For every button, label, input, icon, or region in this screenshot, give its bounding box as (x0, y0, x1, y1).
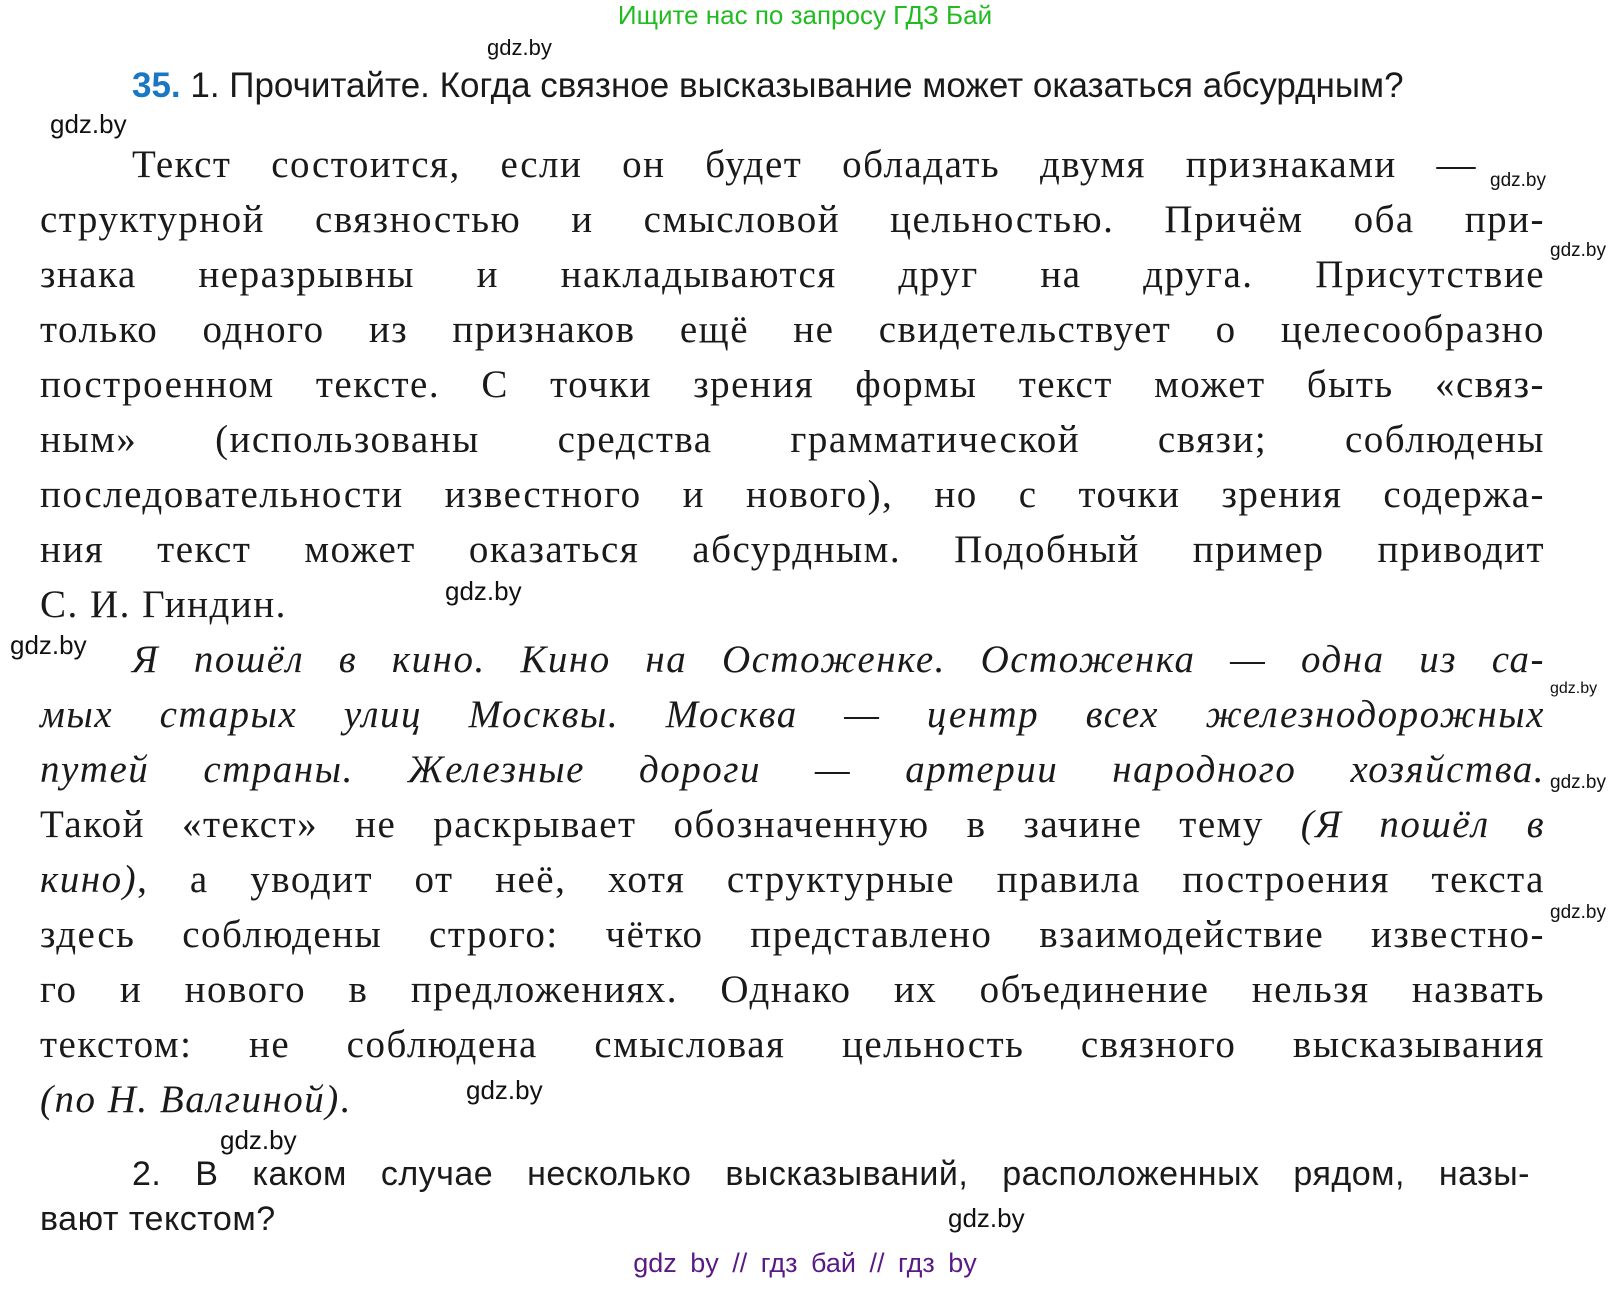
watermark: gdz.by (466, 1075, 543, 1105)
italic-text: (по Н. Валгиной) (40, 1078, 340, 1121)
italic-text: мых старых улиц Москвы. Москва — центр всех железнодорожных (40, 693, 1545, 736)
text-segment: Текст состоится, если он будет обладать двумя признаками — (132, 143, 1477, 186)
watermark: gdz.by (10, 630, 87, 660)
text-line (40, 1020, 1545, 1070)
text-line (40, 525, 1545, 575)
text-line (40, 250, 1545, 300)
text-segment: здесь соблюдены строго: чётко представлено взаимодействие известно- (40, 913, 1545, 956)
watermark: gdz.by (948, 1203, 1025, 1233)
footer-links: gdz by // гдз бай // гдз by (633, 1248, 977, 1278)
text-line (40, 305, 1545, 355)
watermark: gdz.by (1550, 680, 1598, 697)
text-segment: структурной связностью и смысловой цельностью. Причём оба при- (40, 198, 1545, 241)
question-1: 1. Прочитайте. Когда связное высказывание может оказаться абсурдным? (190, 66, 1404, 105)
text-line (40, 1075, 1545, 1125)
text-segment: го и нового в предложениях. Однако их объединение нельзя назвать (40, 968, 1545, 1011)
exercise-number: 35. (132, 66, 181, 105)
text-line (132, 635, 1545, 685)
text-segment: ния текст может оказаться абсурдным. Подобный пример приводит (40, 528, 1545, 571)
italic-text: путей страны. Железные дороги — артерии народного хозяйства. (40, 748, 1545, 791)
watermark: gdz.by (50, 109, 127, 139)
italic-text: Я пошёл в кино. Кино на Остоженке. Остоженка — одна из са- (132, 638, 1545, 681)
text-segment: , а уводит от неё, хотя структурные правила построения текста (137, 858, 1545, 901)
watermark: gdz.by (445, 576, 522, 606)
question-2-line-1: 2. В каком случае несколько высказываний, расположенных рядом, назы- (132, 1155, 1530, 1193)
text-line (40, 470, 1545, 520)
text-line (40, 195, 1545, 245)
text-segment: . (339, 1078, 352, 1121)
italic-text: (Я пошёл в (1300, 803, 1545, 846)
text-segment: ным» (использованы средства грамматической связи; соблюдены (40, 418, 1545, 461)
text-segment: построенном тексте. С точки зрения формы текст может быть «связ- (40, 363, 1545, 406)
text-line (40, 745, 1545, 795)
text-segment: последовательности известного и нового), но с точки зрения содержа- (40, 473, 1545, 516)
watermark: gdz.by (487, 35, 552, 60)
text-line (40, 965, 1545, 1015)
watermark: gdz.by (220, 1125, 297, 1155)
text-line (40, 360, 1545, 410)
text-line (40, 580, 1545, 630)
text-line (40, 910, 1545, 960)
text-line (40, 800, 1545, 850)
text-segment: С. И. Гиндин. (40, 583, 287, 626)
watermark: gdz.by (1490, 170, 1546, 191)
text-line (40, 690, 1545, 740)
question-2-line-2: вают текстом? (40, 1200, 276, 1238)
watermark: gdz.by (1550, 772, 1606, 793)
italic-text: кино) (40, 858, 138, 901)
text-line (132, 140, 1477, 190)
text-segment: только одного из признаков ещё не свидетельствует о целесообразно (40, 308, 1545, 351)
watermark: gdz.by (1550, 902, 1606, 923)
text-segment: Такой «текст» не раскрывает обозначенную в зачине тему (40, 803, 1301, 846)
text-segment: текстом: не соблюдена смысловая цельность связного высказывания (40, 1023, 1545, 1066)
exercise-heading (132, 66, 1404, 106)
text-line (40, 415, 1545, 465)
text-segment: знака неразрывны и накладываются друг на друга. Присутствие (40, 253, 1545, 296)
text-line (40, 855, 1545, 905)
watermark: gdz.by (1550, 240, 1606, 261)
search-banner: Ищите нас по запросу ГДЗ Бай (617, 0, 993, 30)
